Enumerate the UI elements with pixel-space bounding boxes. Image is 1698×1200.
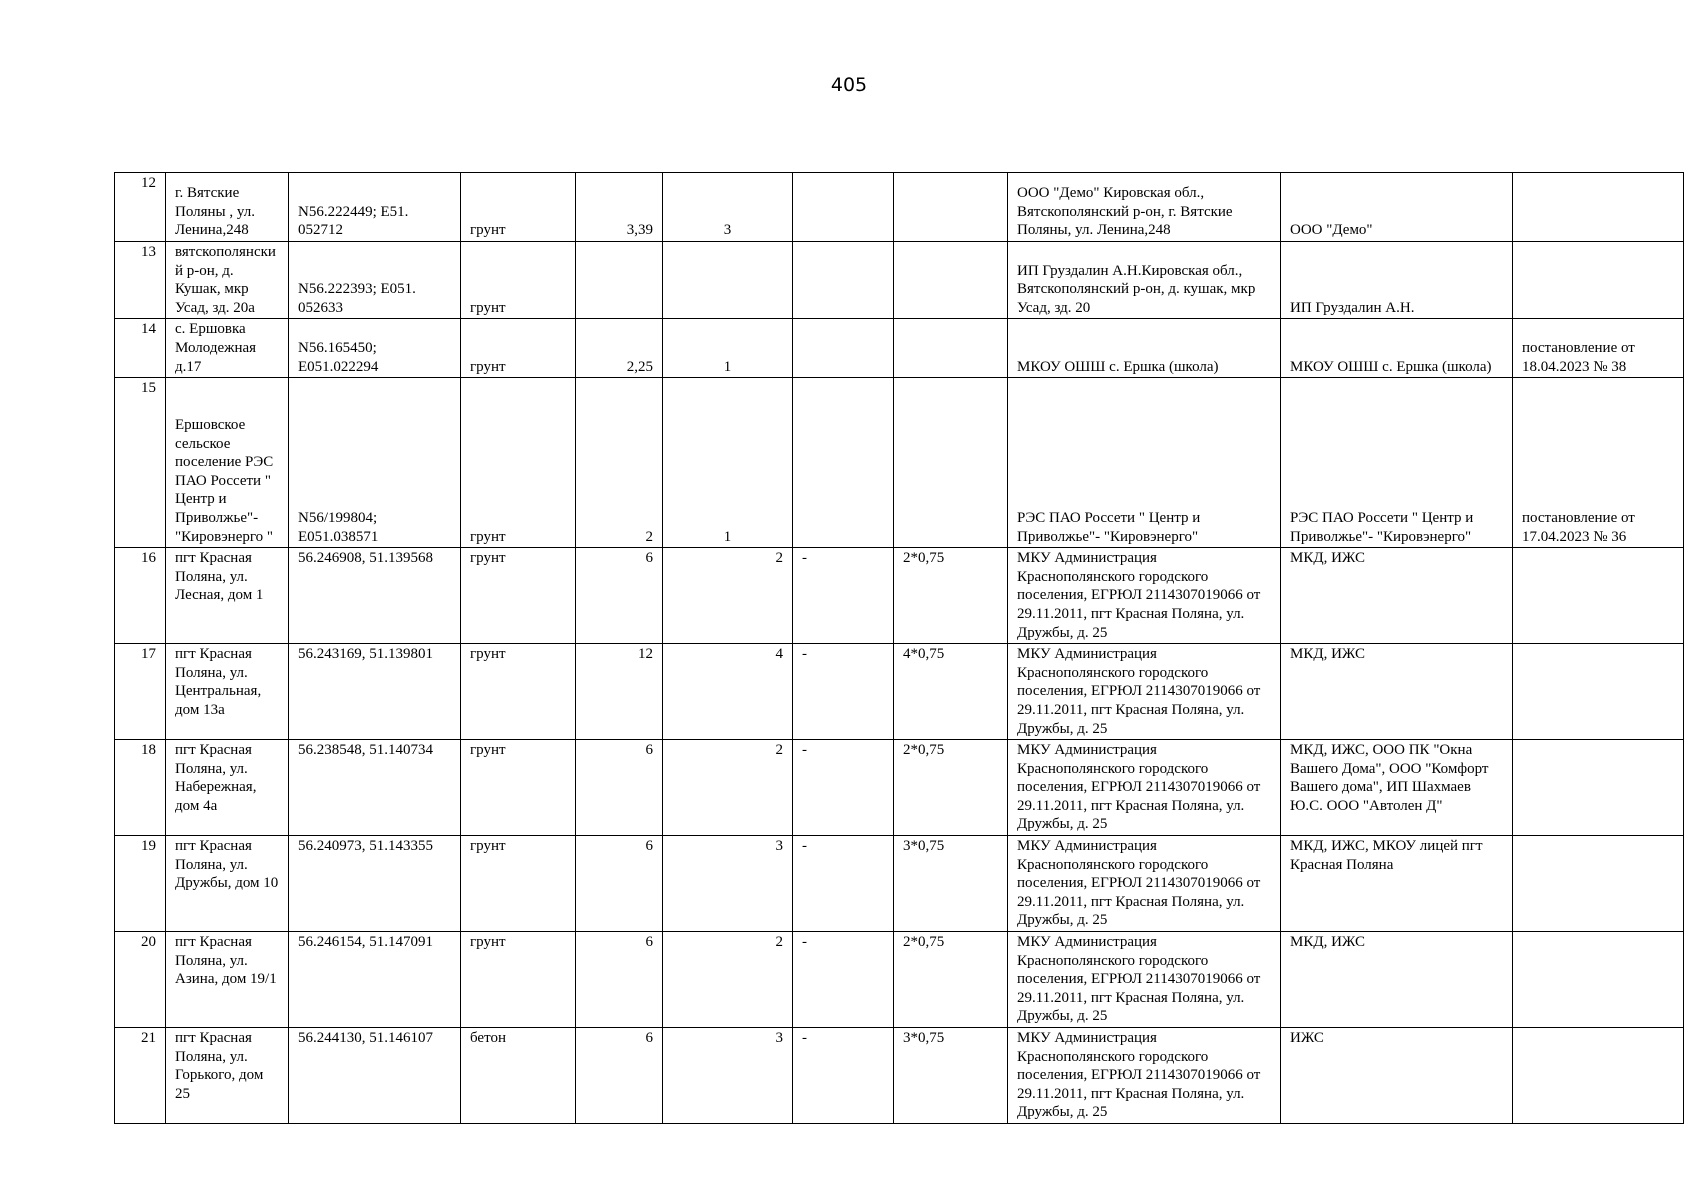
cell-coords: 56.244130, 51.146107 [289,1028,461,1124]
table-row [115,242,1684,319]
cell-sources: ИЖС [1281,1028,1513,1124]
cell-coords: N56/199804; E051.038571 [289,378,461,548]
cell-containers: 2 [663,932,793,1028]
cell-containers: 3 [663,836,793,932]
cell-planned [793,173,894,242]
cell-containers: 2 [663,548,793,644]
cell-sources: МКД, ИЖС, МКОУ лицей пгт Красная Поляна [1281,836,1513,932]
cell-num: 20 [115,932,166,1028]
cell-sources: ООО "Демо" [1281,173,1513,242]
cell-area: 6 [576,1028,663,1124]
cell-sources: МКД, ИЖС, ООО ПК "Окна Вашего Дома", ООО "Комфорт Вашего дома", ИП Шахмаев Ю.С. ООО "Автолен Д" [1281,740,1513,836]
cell-address: пгт Красная Поляна, ул. Дружбы, дом 10 [166,836,289,932]
cell-owner: МКУ Администрация Краснополянского городского поселения, ЕГРЮЛ 2114307019066 от 29.11.2011, пгт Красная Поляна, ул. Дружбы, д. 25 [1008,836,1281,932]
cell-planned: - [793,836,894,932]
cell-coords: N56.165450; E051.022294 [289,319,461,378]
table-body [115,173,1684,1124]
cell-containers: 3 [663,1028,793,1124]
cell-sources: МКД, ИЖС [1281,548,1513,644]
cell-planned: - [793,1028,894,1124]
cell-volume: 2*0,75 [894,740,1008,836]
cell-coords: 56.238548, 51.140734 [289,740,461,836]
cell-volume: 2*0,75 [894,548,1008,644]
table-row [115,932,1684,1028]
cell-note [1513,548,1684,644]
cell-num: 12 [115,173,166,242]
cell-planned [793,319,894,378]
cell-owner: МКУ Администрация Краснополянского городского поселения, ЕГРЮЛ 2114307019066 от 29.11.2011, пгт Красная Поляна, ул. Дружбы, д. 25 [1008,740,1281,836]
cell-planned: - [793,932,894,1028]
cell-containers: 3 [663,173,793,242]
cell-volume: 3*0,75 [894,836,1008,932]
table-row [115,548,1684,644]
cell-note [1513,242,1684,319]
cell-num: 14 [115,319,166,378]
cell-address: с. Ершовка Молодежная д.17 [166,319,289,378]
cell-volume: 3*0,75 [894,1028,1008,1124]
cell-owner: ООО "Демо" Кировская обл., Вятскополянский р-он, г. Вятские Поляны, ул. Ленина,248 [1008,173,1281,242]
cell-note [1513,836,1684,932]
cell-volume: 2*0,75 [894,932,1008,1028]
table-row [115,1028,1684,1124]
cell-note [1513,932,1684,1028]
cell-volume [894,378,1008,548]
cell-area: 6 [576,932,663,1028]
cell-coords: 56.243169, 51.139801 [289,644,461,740]
cell-area: 6 [576,548,663,644]
cell-surface: бетон [461,1028,576,1124]
cell-address: Ершовское сельское поселение РЭС ПАО Россети " Центр и Приволжье"- "Кировэнерго " [166,378,289,548]
cell-num: 21 [115,1028,166,1124]
cell-owner: МКУ Администрация Краснополянского городского поселения, ЕГРЮЛ 2114307019066 от 29.11.2011, пгт Красная Поляна, ул. Дружбы, д. 25 [1008,1028,1281,1124]
cell-volume [894,173,1008,242]
cell-containers [663,242,793,319]
cell-sources: МКД, ИЖС [1281,644,1513,740]
waste-sites-table [114,172,1684,1124]
cell-surface: грунт [461,836,576,932]
cell-sources: ИП Груздалин А.Н. [1281,242,1513,319]
cell-area: 6 [576,836,663,932]
cell-area: 2,25 [576,319,663,378]
table-row [115,319,1684,378]
cell-containers: 1 [663,319,793,378]
cell-note [1513,740,1684,836]
cell-address: пгт Красная Поляна, ул. Азина, дом 19/1 [166,932,289,1028]
cell-note: постановление от 18.04.2023 № 38 [1513,319,1684,378]
cell-planned [793,242,894,319]
cell-owner: МКУ Администрация Краснополянского городского поселения, ЕГРЮЛ 2114307019066 от 29.11.2011, пгт Красная Поляна, ул. Дружбы, д. 25 [1008,644,1281,740]
cell-sources: МКОУ ОШШ с. Ершка (школа) [1281,319,1513,378]
cell-note [1513,644,1684,740]
cell-area: 2 [576,378,663,548]
cell-volume [894,319,1008,378]
cell-owner: МКУ Администрация Краснополянского городского поселения, ЕГРЮЛ 2114307019066 от 29.11.2011, пгт Красная Поляна, ул. Дружбы, д. 25 [1008,548,1281,644]
cell-address: вятскополянский р-он, д. Кушак, мкр Усад, зд. 20а [166,242,289,319]
cell-num: 15 [115,378,166,548]
table-row [115,378,1684,548]
cell-address: пгт Красная Поляна, ул. Набережная, дом 4а [166,740,289,836]
cell-containers: 2 [663,740,793,836]
cell-address: пгт Красная Поляна, ул. Центральная, дом 13а [166,644,289,740]
cell-owner: МКУ Администрация Краснополянского городского поселения, ЕГРЮЛ 2114307019066 от 29.11.2011, пгт Красная Поляна, ул. Дружбы, д. 25 [1008,932,1281,1028]
cell-surface: грунт [461,173,576,242]
cell-num: 18 [115,740,166,836]
cell-owner: МКОУ ОШШ с. Ершка (школа) [1008,319,1281,378]
cell-planned: - [793,548,894,644]
page-number: 405 [830,74,868,96]
cell-surface: грунт [461,644,576,740]
cell-containers: 4 [663,644,793,740]
cell-surface: грунт [461,319,576,378]
cell-owner: ИП Груздалин А.Н.Кировская обл., Вятскополянский р-он, д. кушак, мкр Усад, зд. 20 [1008,242,1281,319]
cell-note [1513,1028,1684,1124]
cell-note [1513,173,1684,242]
cell-address: пгт Красная Поляна, ул. Горького, дом 25 [166,1028,289,1124]
cell-coords: N56.222449; E51. 052712 [289,173,461,242]
cell-address: г. Вятские Поляны , ул. Ленина,248 [166,173,289,242]
cell-area: 12 [576,644,663,740]
cell-surface: грунт [461,932,576,1028]
table-row [115,740,1684,836]
table-row [115,836,1684,932]
cell-sources: РЭС ПАО Россети " Центр и Приволжье"- "Кировэнерго" [1281,378,1513,548]
cell-area: 3,39 [576,173,663,242]
cell-coords: 56.246908, 51.139568 [289,548,461,644]
cell-area: 6 [576,740,663,836]
cell-num: 13 [115,242,166,319]
cell-num: 17 [115,644,166,740]
cell-volume [894,242,1008,319]
cell-num: 16 [115,548,166,644]
cell-surface: грунт [461,242,576,319]
cell-planned [793,378,894,548]
cell-coords: 56.240973, 51.143355 [289,836,461,932]
cell-address: пгт Красная Поляна, ул. Лесная, дом 1 [166,548,289,644]
cell-volume: 4*0,75 [894,644,1008,740]
cell-planned: - [793,740,894,836]
cell-coords: N56.222393; E051. 052633 [289,242,461,319]
table-row [115,173,1684,242]
cell-surface: грунт [461,378,576,548]
cell-owner: РЭС ПАО Россети " Центр и Приволжье"- "Кировэнерго" [1008,378,1281,548]
cell-planned: - [793,644,894,740]
table-row [115,644,1684,740]
cell-coords: 56.246154, 51.147091 [289,932,461,1028]
cell-surface: грунт [461,548,576,644]
cell-sources: МКД, ИЖС [1281,932,1513,1028]
cell-note: постановление от 17.04.2023 № 36 [1513,378,1684,548]
cell-containers: 1 [663,378,793,548]
cell-num: 19 [115,836,166,932]
cell-area [576,242,663,319]
cell-surface: грунт [461,740,576,836]
